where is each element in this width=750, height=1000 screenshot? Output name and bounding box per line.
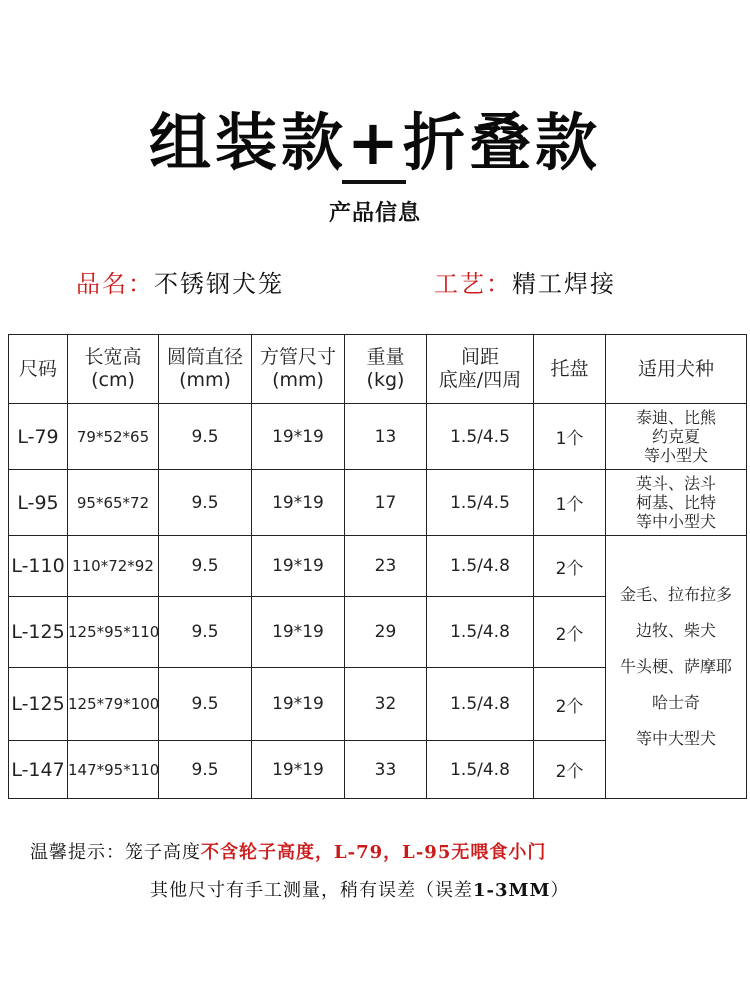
tip-error-range: 1-3MM xyxy=(473,880,551,901)
tip-prefix: 温馨提示：笼子高度 xyxy=(30,842,201,863)
header-dims: 长宽高 (cm) xyxy=(68,335,159,404)
craft-value: 精工焊接 xyxy=(512,270,616,298)
header-weight: 重量 (kg) xyxy=(345,335,427,404)
table-row: L-79 79*52*65 9.5 19*19 13 1.5/4.5 1个 泰迪、比熊 约克夏 等小型犬 xyxy=(9,404,747,470)
tip-end: ） xyxy=(550,880,570,901)
page-subtitle: 产品信息 xyxy=(328,201,421,226)
large-breed-cell: 金毛、拉布拉多 边牧、柴犬 牛头梗、萨摩耶 哈士奇 等中大型犬 xyxy=(606,536,747,799)
craft-info xyxy=(434,264,616,299)
header-square: 方管尺寸 (mm) xyxy=(252,335,345,404)
table-row: L-147 147*95*110 9.5 19*19 33 1.5/4.8 2个 xyxy=(9,741,747,799)
breed-cell: 英斗、法斗 柯基、比特 等中小型犬 xyxy=(606,470,747,536)
title-underline xyxy=(342,180,406,184)
table-row: L-125 125*95*110 9.5 19*19 29 1.5/4.8 2个 xyxy=(9,597,747,668)
table-row: L-110 110*72*92 9.5 19*19 23 1.5/4.8 2个 金毛、拉布拉多 边牧、柴犬 牛头梗、萨摩耶 哈士奇 等中大型犬 xyxy=(9,536,747,597)
tip-line-1 xyxy=(30,838,546,864)
header-size: 尺码 xyxy=(9,335,68,404)
header-spacing: 间距 底座/四周 xyxy=(427,335,534,404)
page-title: 组装款+折叠款 xyxy=(149,106,601,179)
tip-line-2 xyxy=(150,876,569,902)
spec-table xyxy=(8,334,747,799)
table-row: L-95 95*65*72 9.5 19*19 17 1.5/4.5 1个 英斗、法斗 柯基、比特 等中小型犬 xyxy=(9,470,747,536)
tip-red-text: 不含轮子高度，L-79，L-95无喂食小门 xyxy=(201,842,547,863)
breed-cell: 泰迪、比熊 约克夏 等小型犬 xyxy=(606,404,747,470)
header-breed: 适用犬种 xyxy=(606,335,747,404)
header-tray: 托盘 xyxy=(534,335,606,404)
tip-text: 其他尺寸有手工测量，稍有误差（误差 xyxy=(150,880,473,901)
header-tube: 圆筒直径 (mm) xyxy=(159,335,252,404)
product-name-info xyxy=(76,264,284,299)
table-header-row xyxy=(9,335,747,404)
product-name-label: 品名： xyxy=(76,270,154,298)
craft-label: 工艺： xyxy=(434,270,512,298)
table-row: L-125 125*79*100 9.5 19*19 32 1.5/4.8 2个 xyxy=(9,668,747,741)
product-name-value: 不锈钢犬笼 xyxy=(154,270,284,298)
